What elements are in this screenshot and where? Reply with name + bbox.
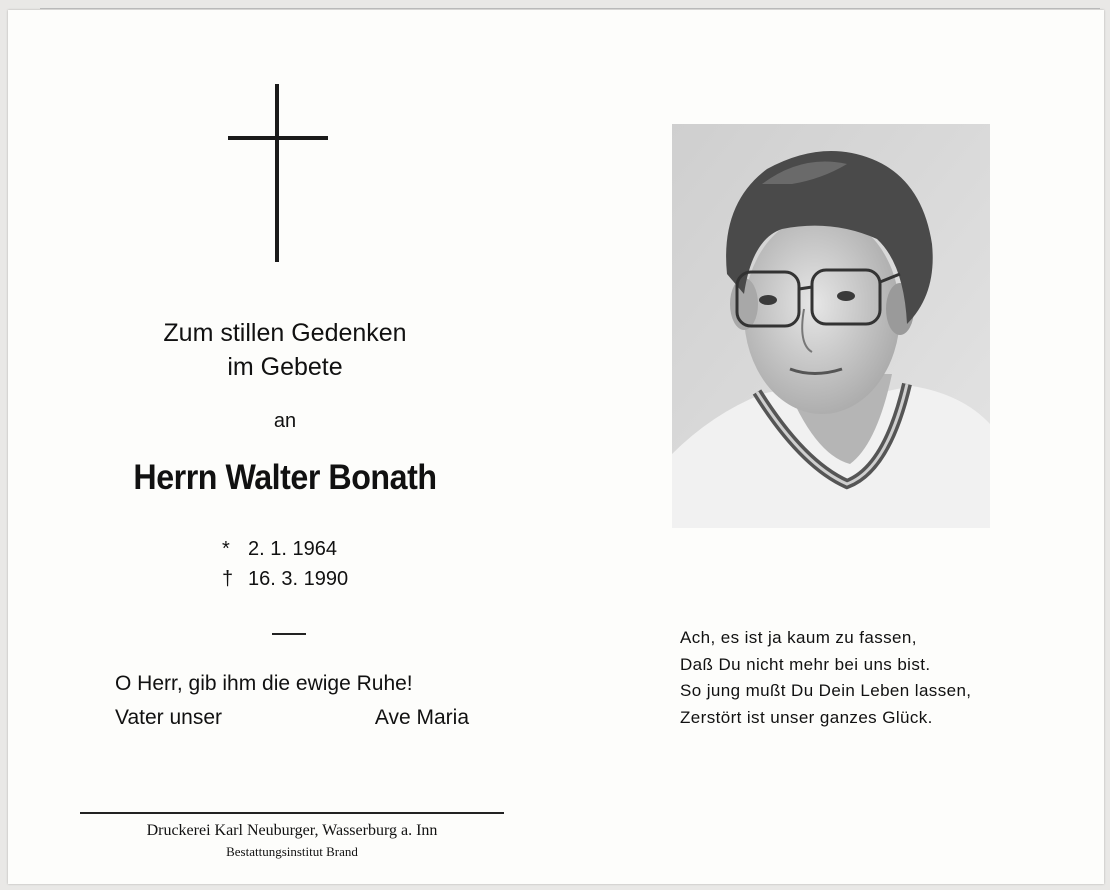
birth-symbol: * [222, 538, 230, 560]
memorial-heading [60, 316, 510, 384]
death-symbol: † [222, 568, 234, 590]
poem-line-3: So jung mußt Du Dein Leben lassen, [680, 681, 972, 700]
divider-dash [272, 633, 306, 635]
poem-line-1: Ach, es ist ja kaum zu fassen, [680, 628, 917, 647]
prayer-left: Vater unser [115, 706, 222, 729]
portrait-photo [672, 124, 990, 528]
portrait-illustration [672, 124, 990, 528]
birth-row [222, 538, 348, 568]
poem-line-4: Zerstört ist unser ganzes Glück. [680, 707, 933, 727]
to-label: an [273, 410, 297, 432]
prayer-right: Ave Maria [374, 706, 469, 729]
heading-line-1: Zum stillen Gedenken [163, 319, 407, 347]
deceased-name: Herrn Walter Bonath [133, 458, 437, 497]
death-row [222, 568, 348, 598]
scan-edge-line [40, 8, 1100, 9]
prayer-line: O Herr, gib ihm die ewige Ruhe! [115, 672, 413, 695]
prayer-row [115, 706, 469, 730]
printer-line-1: Druckerei Karl Neuburger, Wasserburg a. Inn [146, 822, 438, 839]
heading-line-2: im Gebete [227, 353, 343, 381]
death-date: 16. 3. 1990 [248, 568, 349, 590]
life-dates [222, 538, 348, 598]
poem [680, 625, 971, 731]
printer-rule [80, 812, 504, 814]
birth-date: 2. 1. 1964 [248, 538, 337, 560]
poem-line-2: Daß Du nicht mehr bei uns bist. [680, 654, 931, 674]
printer-line-2: Bestattungsinstitut Brand [226, 844, 358, 859]
cross-icon [228, 84, 328, 264]
